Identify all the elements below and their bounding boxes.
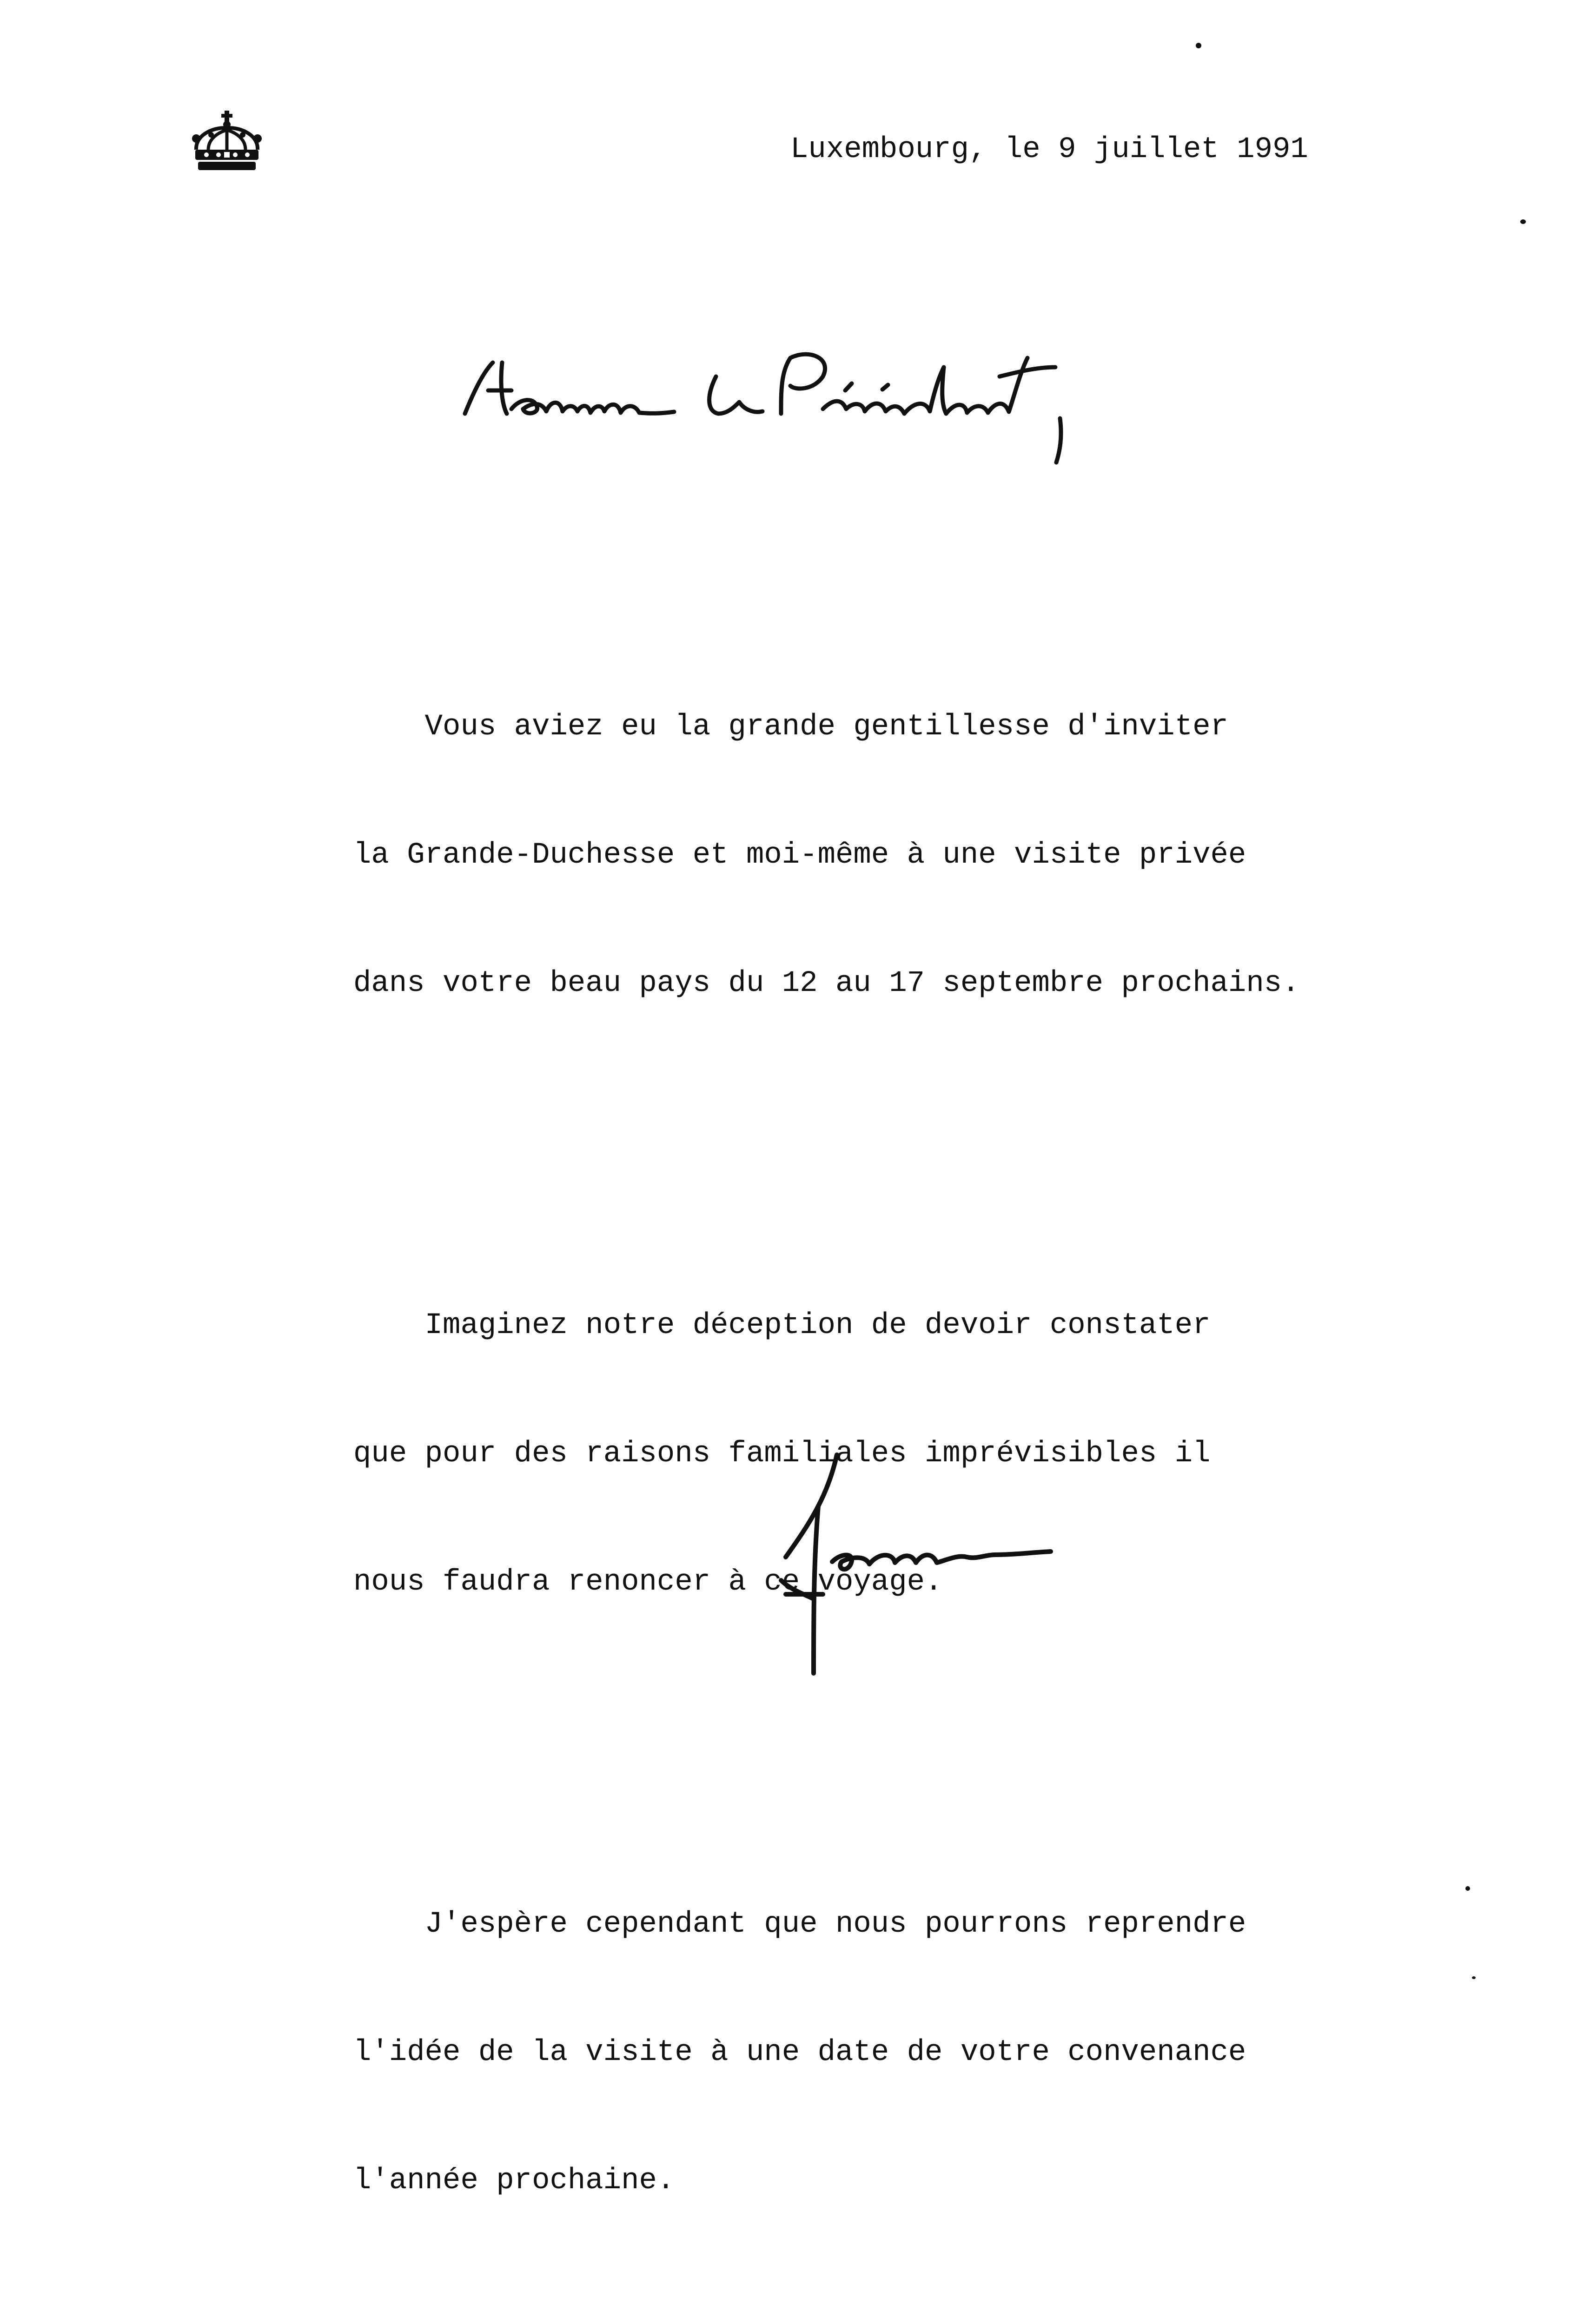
body-line: l'idée de la visite à une date de votre convenance: [353, 2036, 1246, 2069]
letter-body: [353, 535, 1376, 2324]
signature: [772, 1441, 1107, 1710]
place-date: Luxembourg, le 9 juillet 1991: [790, 133, 1308, 166]
body-line: dans votre beau pays du 12 au 17 septembre prochains.: [353, 967, 1300, 1000]
paragraph-invitation: [353, 620, 1376, 1090]
scan-speck: [1520, 219, 1526, 224]
body-line: l'année prochaine.: [353, 2164, 675, 2198]
body-line: la Grande-Duchesse et moi-même à une visite privée: [353, 838, 1246, 872]
body-line: nous faudra renoncer à ce voyage.: [353, 1565, 943, 1599]
crown-icon: [190, 110, 264, 175]
scan-speck: [1472, 1976, 1476, 1979]
body-line: que pour des raisons familiales imprévisibles il: [353, 1437, 1211, 1471]
paragraph-hope: [353, 1817, 1376, 2288]
body-line: Vous aviez eu la grande gentillesse d'inviter: [353, 710, 1228, 744]
body-line: Imaginez notre déception de devoir constater: [353, 1309, 1211, 1342]
body-line: J'espère cependant que nous pourrons reprendre: [353, 1908, 1246, 1941]
handwritten-salutation: [456, 321, 1162, 488]
scan-speck: [1196, 43, 1201, 48]
scan-speck: [1465, 1886, 1470, 1891]
